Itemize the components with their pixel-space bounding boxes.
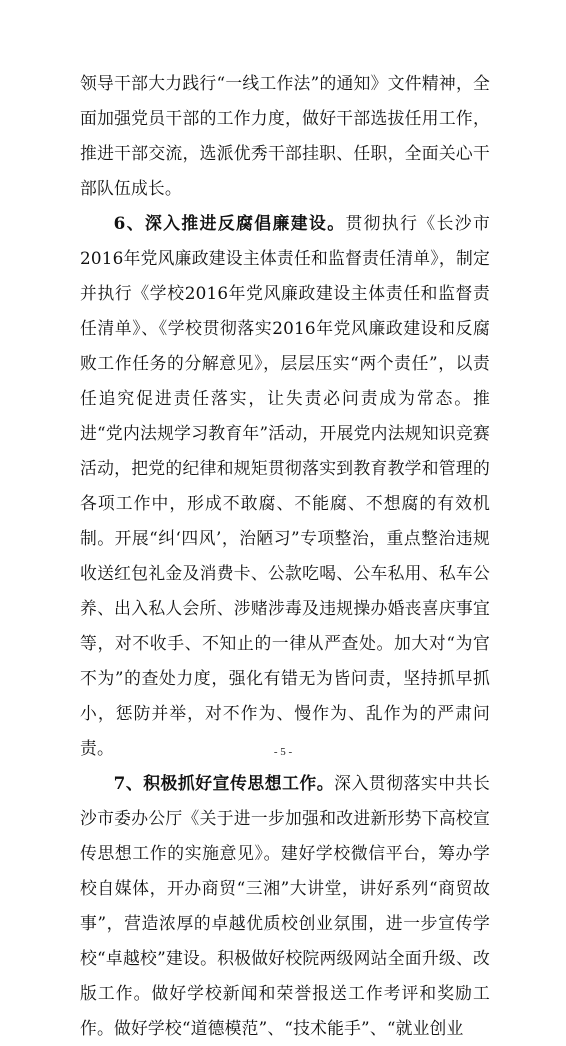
paragraph-text: 深入贯彻落实中共长沙市委办公厅《关于进一步加强和改进新形势下高校宣传思想工作的实施意见》。建好学校微信平台，筹办学校自媒体，开办商贸“三湘”大讲堂，讲好系列“商贸故事”，营造浓厚的卓越优质校创业氛围，进一步宣传学校“卓越校”建设。积极做好校院两级网站全面升级、改版工作。做好学校新闻和荣誉报送工作考评和奖励工作。做好学校“道德模范”、“技术能手”、“就业创业 (80, 773, 490, 1038)
paragraph-anti-corruption (80, 206, 490, 766)
section-heading-7: 7、积极抓好宣传思想工作。 (113, 773, 335, 793)
paragraph-continuation (80, 66, 490, 206)
page-number: - 5 - (273, 746, 293, 758)
section-heading-6: 6、深入推进反腐倡廉建设。 (113, 213, 346, 233)
paragraph-text: 贯彻执行《长沙市2016年党风廉政建设主体责任和监督责任清单》，制定并执行《学校2016年党风廉政建设主体责任和监督责任清单》、《学校贯彻落实2016年党风廉政建设和反腐败工作任务的分解意见》，层层压实“两个责任”，以责任追究促进责任落实，让失责必问责成为常态。推进“党内法规学习教育年”活动，开展党内法规知识竞赛活动，把党的纪律和规矩贯彻落实到教育教学和管理的各项工作中，形成不敢腐、不能腐、不想腐的有效机制。开展“纠‘四风’，治陋习”专项整治，重点整治违规收送红包礼金及消费卡、公款吃喝、公车私用、私车公养、出入私人会所、涉赌涉毒及违规操办婚丧喜庆事宜等，对不收手、不知止的一律从严查处。加大对“为官不为”的查处力度，强化有错无为皆问责，坚持抓早抓小，惩防并举，对不作为、慢作为、乱作为的严肃问责。 (80, 213, 490, 758)
paragraph-text: 领导干部大力践行“一线工作法”的通知》文件精神，全面加强党员干部的工作力度，做好干部选拔任用工作，推进干部交流，选派优秀干部挂职、任职，全面关心干部队伍成长。 (80, 73, 490, 198)
paragraph-publicity (80, 766, 490, 1046)
body-text (80, 66, 490, 1046)
